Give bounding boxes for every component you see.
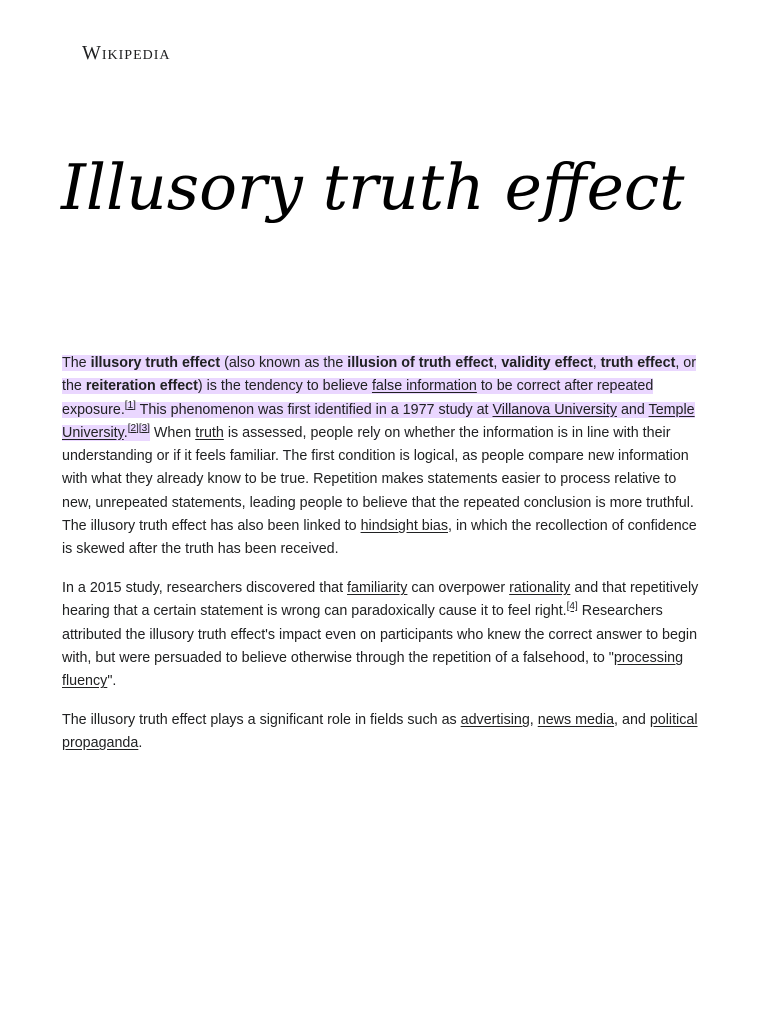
- citation-link[interactable]: [1]: [124, 399, 136, 411]
- link-hindsight-bias[interactable]: hindsight bias: [360, 518, 448, 535]
- paragraph-2015-study: [62, 577, 708, 693]
- article-body: [62, 352, 708, 771]
- text: This phenomenon was first identified in a 1977 study at: [135, 401, 493, 418]
- citation-link[interactable]: [4]: [566, 601, 578, 613]
- link-truth[interactable]: truth: [195, 424, 224, 441]
- citation-4[interactable]: [567, 602, 578, 613]
- link-processing-fluency[interactable]: processing fluency: [62, 650, 684, 690]
- paragraph-fields: [62, 709, 708, 756]
- text: to be correct after repeated exposure.: [62, 378, 654, 418]
- link-rationality[interactable]: rationality: [509, 580, 571, 597]
- term-bold: truth effect: [600, 355, 676, 371]
- text: The illusory truth effect plays a significant role in fields such as: [62, 712, 461, 729]
- text: In a 2015 study, researchers discovered that: [62, 580, 348, 597]
- citation-1[interactable]: [125, 400, 136, 411]
- link-news-media[interactable]: news media: [537, 712, 615, 729]
- term-bold: reiteration effect: [85, 378, 198, 395]
- citation-3[interactable]: [139, 423, 150, 434]
- term-bold: illusion of truth effect: [347, 355, 494, 371]
- term-bold: validity effect: [501, 355, 593, 371]
- lead-paragraph: [62, 352, 708, 562]
- text: The: [62, 355, 91, 371]
- text: ) is the tendency to believe: [197, 378, 372, 395]
- text: , in which the recollection of confidence is skewed after the truth has been received.: [62, 518, 697, 558]
- link-familiarity[interactable]: familiarity: [347, 580, 408, 597]
- site-header: [82, 42, 171, 72]
- citation-2[interactable]: [128, 423, 139, 434]
- text: ".: [107, 673, 117, 690]
- text: is assessed, people rely on whether the information is in line with their understanding or if it feels familiar. The first condition is logical, as people compare new information with what they already know to be true. Repetition makes statements easier to process relative to new, unrepeated statements, leading people to believe that the repeated conclusion is more truthful. The illusory truth effect has also been linked to: [62, 424, 694, 535]
- link-political-propaganda[interactable]: political propaganda: [62, 712, 698, 752]
- citation-link[interactable]: [2]: [127, 423, 139, 435]
- link-villanova-university[interactable]: Villanova University: [492, 401, 617, 418]
- text: ,: [592, 355, 601, 371]
- text: Researchers attributed the illusory truth effect's impact even on participants who knew the correct answer to begin with, but were persuaded to believe otherwise through the repetition of a falsehood, to ": [62, 603, 698, 667]
- text: ,: [529, 712, 538, 729]
- text: , and: [614, 712, 650, 729]
- citation-link[interactable]: [3]: [138, 423, 150, 435]
- link-temple-university[interactable]: Temple University: [62, 401, 695, 441]
- text: and that repetitively hearing that a certain statement is wrong can paradoxically cause it to feel right.: [62, 580, 699, 620]
- page-title: Illusory truth effect: [61, 151, 685, 224]
- text: .: [123, 424, 128, 441]
- text: ,: [493, 355, 502, 371]
- link-advertising[interactable]: advertising: [460, 712, 530, 729]
- wikipedia-wordmark[interactable]: Wikipedia: [82, 42, 171, 64]
- text: , or the: [62, 355, 697, 395]
- text: When: [149, 424, 196, 441]
- text: (also known as the: [220, 355, 348, 371]
- link-false-information[interactable]: false information: [371, 378, 477, 395]
- term-bold: illusory truth effect: [90, 355, 221, 371]
- text: and: [617, 401, 649, 418]
- text: .: [138, 735, 143, 752]
- text: can overpower: [407, 580, 510, 597]
